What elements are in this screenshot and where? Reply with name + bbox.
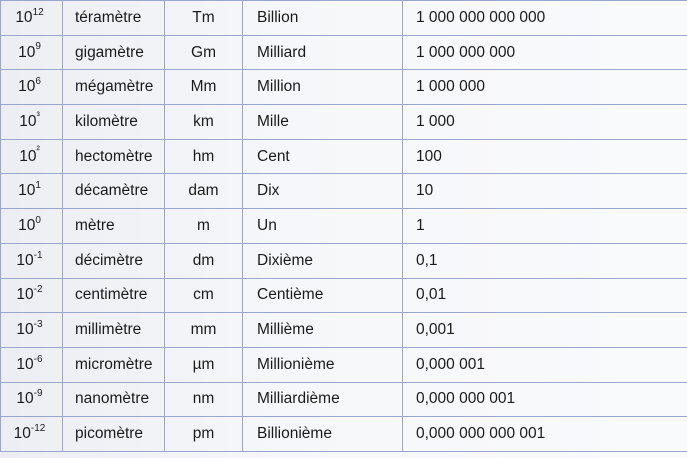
power-base: 10: [18, 216, 36, 234]
unit-name-cell: millimètre: [63, 313, 165, 348]
number-word-cell: Milliardième: [243, 382, 403, 417]
unit-name-cell: téramètre: [63, 1, 165, 36]
power-exponent: -3: [33, 318, 43, 330]
power-exponent: -2: [33, 284, 43, 296]
numeric-value-cell: 0,000 001: [403, 347, 687, 382]
unit-symbol-cell: µm: [165, 347, 243, 382]
table-row: [1, 174, 687, 209]
numeric-value-cell: 0,1: [403, 243, 687, 278]
power-cell: [1, 105, 63, 140]
unit-symbol-cell: hm: [165, 139, 243, 174]
numeric-value-cell: 0,01: [403, 278, 687, 313]
table-row: [1, 313, 687, 348]
number-word-cell: Centième: [243, 278, 403, 313]
power-base: 10: [16, 251, 34, 269]
table-body: [1, 1, 687, 452]
unit-symbol-cell: dam: [165, 174, 243, 209]
power-exponent: ²: [36, 145, 40, 157]
table-row: [1, 382, 687, 417]
number-word-cell: Millième: [243, 313, 403, 348]
unit-name-cell: hectomètre: [63, 139, 165, 174]
number-word-cell: Milliard: [243, 35, 403, 70]
power-cell: [1, 347, 63, 382]
table-row: [1, 417, 687, 452]
unit-symbol-cell: m: [165, 209, 243, 244]
number-word-cell: Millionième: [243, 347, 403, 382]
numeric-value-cell: 100: [403, 139, 687, 174]
power-base: 10: [15, 8, 33, 26]
number-word-cell: Billion: [243, 1, 403, 36]
table-row: [1, 70, 687, 105]
power-cell: [1, 139, 63, 174]
number-word-cell: Un: [243, 209, 403, 244]
unit-name-cell: mètre: [63, 209, 165, 244]
number-word-cell: Million: [243, 70, 403, 105]
power-exponent: ³: [36, 110, 40, 122]
numeric-value-cell: 1 000: [403, 105, 687, 140]
power-exponent: 1: [35, 180, 41, 192]
numeric-value-cell: 0,000 000 000 001: [403, 417, 687, 452]
unit-symbol-cell: dm: [165, 243, 243, 278]
unit-symbol-cell: Gm: [165, 35, 243, 70]
power-base: 10: [19, 147, 37, 165]
power-exponent: -1: [33, 249, 43, 261]
power-base: 10: [16, 321, 34, 339]
power-cell: [1, 174, 63, 209]
number-word-cell: Mille: [243, 105, 403, 140]
unit-symbol-cell: pm: [165, 417, 243, 452]
table-row: [1, 347, 687, 382]
numeric-value-cell: 0,000 000 001: [403, 382, 687, 417]
numeric-value-cell: 1 000 000: [403, 70, 687, 105]
power-exponent: 9: [35, 41, 41, 53]
table-row: [1, 1, 687, 36]
unit-symbol-cell: cm: [165, 278, 243, 313]
numeric-value-cell: 1 000 000 000: [403, 35, 687, 70]
power-base: 10: [19, 112, 37, 130]
unit-symbol-cell: mm: [165, 313, 243, 348]
numeric-value-cell: 1: [403, 209, 687, 244]
power-exponent: 0: [35, 214, 41, 226]
power-cell: [1, 278, 63, 313]
number-word-cell: Billionième: [243, 417, 403, 452]
power-base: 10: [18, 182, 36, 200]
numeric-value-cell: 1 000 000 000 000: [403, 1, 687, 36]
power-base: 10: [16, 355, 34, 373]
unit-name-cell: nanomètre: [63, 382, 165, 417]
unit-name-cell: picomètre: [63, 417, 165, 452]
power-cell: [1, 70, 63, 105]
power-cell: [1, 417, 63, 452]
table-row: [1, 105, 687, 140]
table-row: [1, 35, 687, 70]
power-base: 10: [18, 78, 36, 96]
numeric-value-cell: 0,001: [403, 313, 687, 348]
power-base: 10: [16, 390, 34, 408]
unit-symbol-cell: nm: [165, 382, 243, 417]
table-row: [1, 278, 687, 313]
power-cell: [1, 382, 63, 417]
power-base: 10: [16, 286, 34, 304]
numeric-value-cell: 10: [403, 174, 687, 209]
unit-name-cell: centimètre: [63, 278, 165, 313]
unit-name-cell: décamètre: [63, 174, 165, 209]
power-exponent: -9: [33, 388, 43, 400]
power-exponent: 12: [32, 6, 44, 18]
unit-symbol-cell: Tm: [165, 1, 243, 36]
power-cell: [1, 209, 63, 244]
unit-name-cell: micromètre: [63, 347, 165, 382]
unit-name-cell: décimètre: [63, 243, 165, 278]
unit-name-cell: gigamètre: [63, 35, 165, 70]
power-cell: [1, 313, 63, 348]
unit-symbol-cell: km: [165, 105, 243, 140]
power-exponent: -12: [30, 422, 46, 434]
power-exponent: -6: [33, 353, 43, 365]
number-word-cell: Dix: [243, 174, 403, 209]
unit-name-cell: mégamètre: [63, 70, 165, 105]
power-cell: [1, 35, 63, 70]
power-cell: [1, 243, 63, 278]
power-cell: [1, 1, 63, 36]
table-row: [1, 139, 687, 174]
number-word-cell: Dixième: [243, 243, 403, 278]
unit-name-cell: kilomètre: [63, 105, 165, 140]
table-row: [1, 243, 687, 278]
table-row: [1, 209, 687, 244]
number-word-cell: Cent: [243, 139, 403, 174]
power-base: 10: [18, 43, 36, 61]
power-exponent: 6: [35, 76, 41, 88]
power-base: 10: [13, 425, 31, 443]
unit-symbol-cell: Mm: [165, 70, 243, 105]
